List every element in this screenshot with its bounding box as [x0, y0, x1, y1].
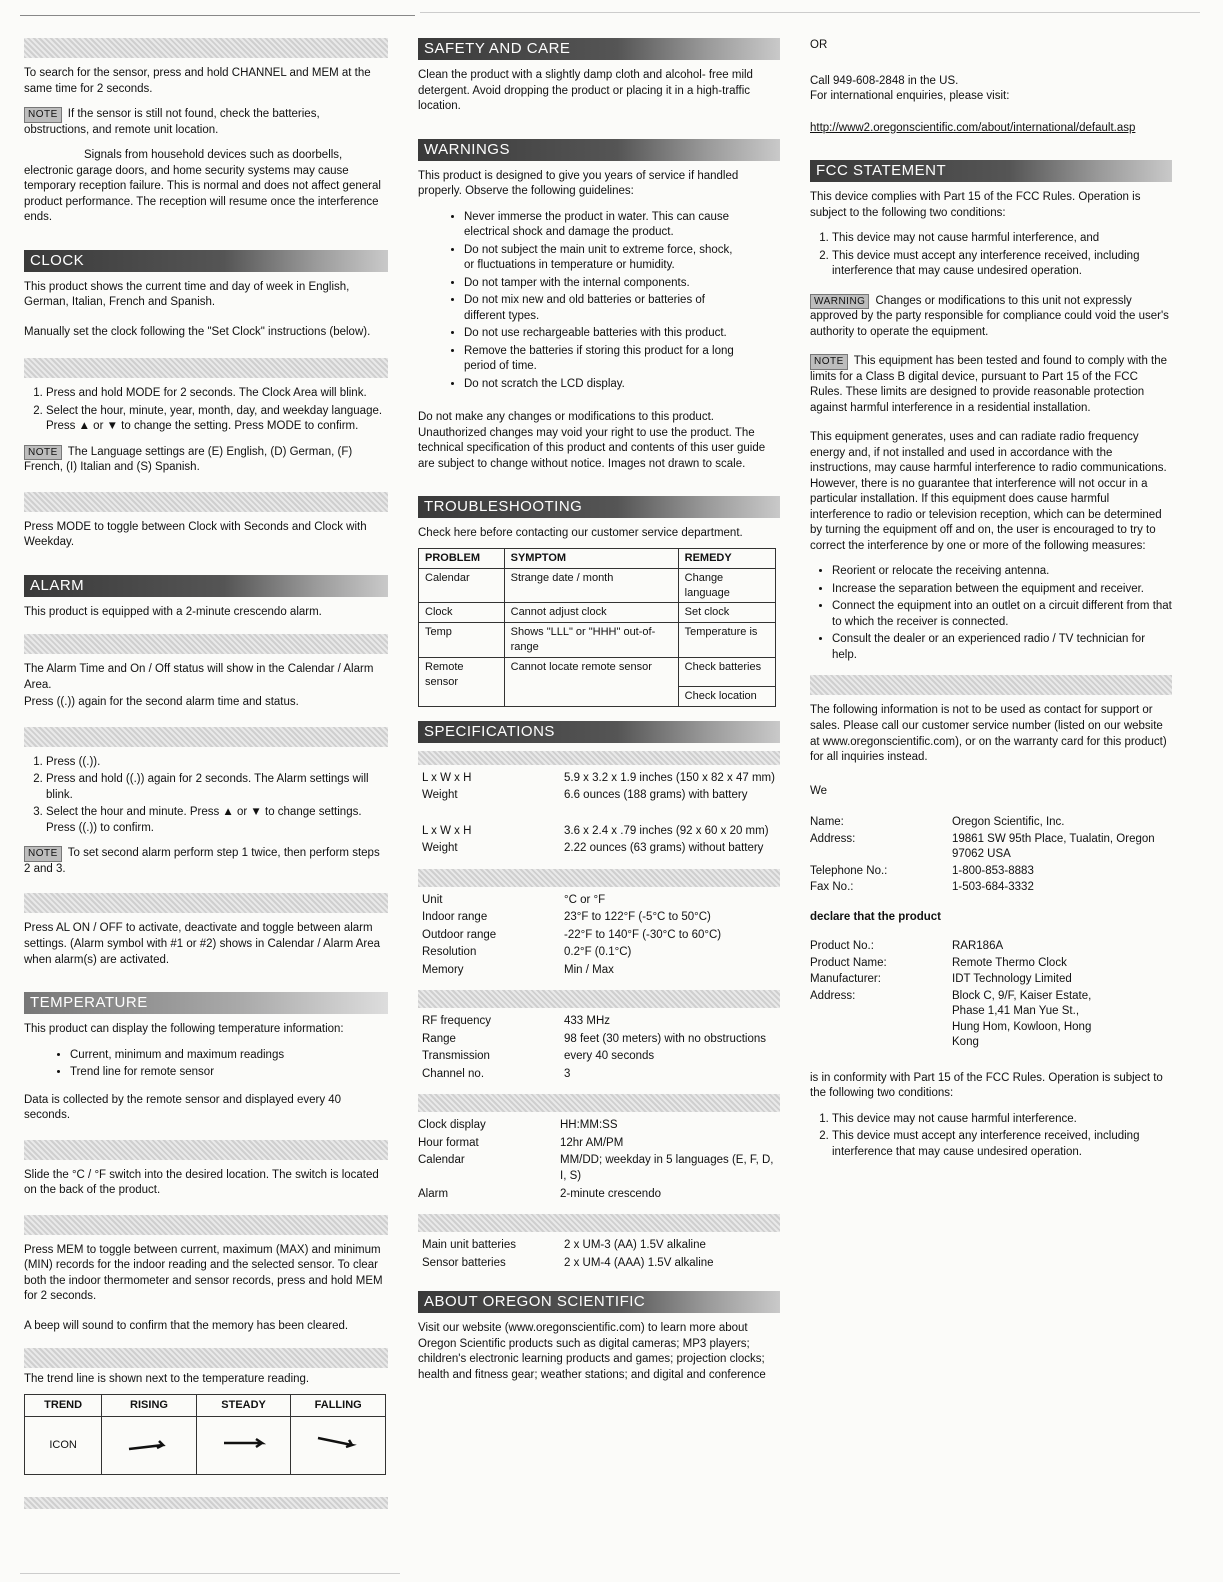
- display-heading: [24, 492, 388, 512]
- info-value: Block C, 9/F, Kaiser Estate, Phase 1,41 Man Yue St., Hung Hom, Kowloon, Hong Kong: [952, 989, 1092, 1049]
- list-item: 2. Select the hour, minute, year, month, day, and weekday language. Press ▲ or ▼ to change the setting. Press MODE to confirm.: [46, 404, 388, 435]
- safety-para: Clean the product with a slightly damp cloth and alcohol- free mild detergent. Avoid dropping the product or placing it in a high-traffic location.: [418, 69, 753, 113]
- trend-row-label: ICON: [25, 1416, 102, 1474]
- info-label: Fax No.:: [810, 881, 854, 894]
- spec-value: 3.6 x 2.4 x .79 inches (92 x 60 x 20 mm): [564, 824, 769, 837]
- spec-label: Transmission: [422, 1050, 490, 1063]
- clock-note: [24, 445, 388, 476]
- table-cell: Set clock: [678, 603, 775, 623]
- spec-label: Weight: [422, 842, 458, 855]
- spec-label: L x W x H: [422, 771, 472, 784]
- table-header: PROBLEM: [419, 548, 505, 568]
- list-item: 2. This device must accept any interference received, including interference that may cause undesired operation.: [832, 1129, 1172, 1160]
- spec-value: 2-minute crescendo: [560, 1187, 661, 1200]
- spec-value: 2 x UM-3 (AA) 1.5V alkaline: [564, 1239, 706, 1252]
- spec-power-heading: [418, 1214, 780, 1232]
- spec-heading: SPECIFICATIONS: [418, 721, 780, 743]
- trouble-heading: TROUBLESHOOTING: [418, 496, 780, 518]
- table-row: [419, 657, 776, 686]
- safety-heading: SAFETY AND CARE: [418, 38, 780, 60]
- alarm-note: [24, 846, 388, 877]
- table-cell: Change language: [678, 568, 775, 603]
- table-cell: Remote sensor: [419, 657, 505, 706]
- alarm-heading: ALARM: [24, 575, 388, 597]
- info-value: Remote Thermo Clock: [952, 956, 1067, 969]
- spec-label: Calendar: [418, 1154, 465, 1167]
- minmax-para: Press MEM to toggle between current, maximum (MAX) and minimum (MIN) records for the indoor reading and the selected sensor. To clear both the indoor thermometer and sensor records, press and hold MEM for 2 seconds.: [24, 1243, 383, 1303]
- search-note: [24, 107, 388, 138]
- alarm-status2: Press ((.)) again for the second alarm time and status.: [24, 696, 299, 709]
- or-text: OR: [810, 39, 828, 51]
- unit-para: Slide the °C / °F switch into the desired location. The switch is located on the back of the product.: [24, 1168, 379, 1197]
- list-item: 3. Select the hour and minute. Press ▲ or ▼ to change settings. Press ((.)) to confirm.: [46, 805, 388, 836]
- trend-col-rising: RISING: [102, 1394, 197, 1416]
- spec-label: L x W x H: [422, 824, 472, 837]
- alarm-onoff: Press AL ON / OFF to activate, deactivate and toggle between alarm settings. (Alarm symbol with #1 or #2) shows in Calendar / Alarm Area when alarm(s) are activated.: [24, 922, 381, 966]
- column-middle: [418, 38, 780, 1393]
- set-clock-heading: [24, 358, 388, 378]
- info-label: Name:: [810, 816, 844, 829]
- table-cell: Temperature is: [678, 623, 775, 658]
- spec-power: [422, 1238, 780, 1271]
- warnings-heading: WARNINGS: [418, 139, 780, 161]
- info-value: 19861 SW 95th Place, Tualatin, Oregon 97062 USA: [952, 832, 1155, 861]
- list-item: 2. This device must accept any interference received, including interference that may cause undesired operation.: [832, 249, 1172, 280]
- intl-link[interactable]: [810, 121, 1172, 137]
- table-header: SYMPTOM: [504, 548, 678, 568]
- company-info: [810, 815, 1172, 896]
- table-cell: Strange date / month: [504, 568, 678, 603]
- declaration-heading: [810, 675, 1172, 695]
- fcc-warning-text: Changes or modifications to this unit not expressly approved by the party responsible for compliance could void the user's authority to operate the equipment.: [810, 294, 1169, 338]
- column-right: [810, 38, 1172, 1170]
- rising-arrow-icon: [102, 1416, 197, 1474]
- beep-para: A beep will sound to confirm that the memory has been cleared.: [24, 1319, 349, 1332]
- spec-value: every 40 seconds: [564, 1050, 655, 1063]
- clock-para2: Manually set the clock following the "Set Clock" instructions (below).: [24, 325, 371, 338]
- trend-col-falling: FALLING: [291, 1394, 386, 1416]
- call-text: Call 949-608-2848 in the US.: [810, 74, 959, 87]
- info-value: 1-800-853-8883: [952, 864, 1034, 877]
- spec-label: Indoor range: [422, 911, 488, 924]
- declare-text: declare that the product: [810, 910, 941, 923]
- info-value: 1-503-684-3332: [952, 881, 1034, 894]
- fcc-para: This device complies with Part 15 of the FCC Rules. Operation is subject to the following two conditions:: [810, 191, 1141, 219]
- spec-main-unit-heading: [418, 751, 780, 765]
- top-rule-faint: [420, 12, 1200, 13]
- spec-value: 0.2°F (0.1°C): [564, 946, 632, 959]
- alarm-steps: [24, 755, 388, 837]
- spec-value: 23°F to 122°F (-5°C to 50°C): [564, 911, 711, 924]
- list-item: 1. Press ((.)).: [46, 755, 388, 771]
- note-badge: NOTE: [24, 846, 62, 862]
- display-para: Press MODE to toggle between Clock with Seconds and Clock with Weekday.: [24, 520, 367, 549]
- column-left: [24, 38, 388, 1517]
- table-row: [419, 623, 776, 658]
- about-para: Visit our website (www.oregonscientific.com) to learn more about Oregon Scientific products such as digital cameras; MP3 players; children's electronic learning products and games; projection clocks; health and fitness gear; weather stations; and digital and conference: [418, 1322, 766, 1381]
- list-item: • Do not mix new and old batteries or batteries of different types.: [464, 293, 734, 324]
- spec-label: Hour format: [418, 1136, 479, 1149]
- spec-label: Resolution: [422, 946, 477, 959]
- clock-para1: This product shows the current time and day of week in English, German, Italian, French and Spanish.: [24, 280, 350, 309]
- alarm-status1: The Alarm Time and On / Off status will show in the Calendar / Alarm Area.: [24, 663, 374, 691]
- product-info: [810, 939, 1172, 1051]
- bottom-rule: [20, 1573, 400, 1574]
- spec-label: RF frequency: [422, 1015, 492, 1028]
- trend-para: The trend line is shown next to the temperature reading.: [24, 1373, 310, 1386]
- spec-label: Main unit batteries: [422, 1239, 516, 1252]
- spec-label: Clock display: [418, 1119, 486, 1132]
- search-note-text: If the sensor is still not found, check the batteries, obstructions, and remote unit location.: [24, 108, 320, 136]
- temp-heading: TEMPERATURE: [24, 992, 388, 1014]
- we-text: We: [810, 784, 828, 797]
- table-cell: Temp: [419, 623, 505, 658]
- spec-value: HH:MM:SS: [560, 1119, 618, 1132]
- info-label: Manufacturer:: [810, 973, 881, 986]
- table-cell: Check location: [678, 686, 775, 706]
- list-item: • Do not scratch the LCD display.: [464, 377, 734, 393]
- spec-value: 2.22 ounces (63 grams) without battery: [564, 842, 764, 855]
- info-label: Product Name:: [810, 956, 887, 969]
- spec-value: MM/DD; weekday in 5 languages (E, F, D, I, S): [560, 1154, 774, 1182]
- list-item: • Trend line for remote sensor: [70, 1065, 388, 1081]
- spec-value: -22°F to 140°F (-30°C to 60°C): [564, 928, 722, 941]
- table-cell: Shows "LLL" or "HHH" out-of-range: [504, 623, 678, 658]
- spec-main: [422, 771, 780, 804]
- temp-data: Data is collected by the remote sensor and displayed every 40 seconds.: [24, 1093, 342, 1122]
- spec-temp: [422, 893, 780, 979]
- spec-sensor: [422, 824, 780, 857]
- info-value: RAR186A: [952, 940, 1004, 953]
- spec-value: 6.6 ounces (188 grams) with battery: [564, 789, 748, 802]
- search-sensor-heading: [24, 38, 388, 58]
- info-label: Product No.:: [810, 940, 874, 953]
- table-row: [419, 568, 776, 603]
- steady-arrow-icon: [196, 1416, 291, 1474]
- bottom-heading: [24, 1497, 388, 1509]
- spec-value: 12hr AM/PM: [560, 1136, 624, 1149]
- search-para: To search for the sensor, press and hold CHANNEL and MEM at the same time for 2 seconds.: [24, 67, 371, 95]
- spec-label: Channel no.: [422, 1067, 485, 1080]
- warnings-list: [418, 210, 734, 393]
- list-item: • Connect the equipment into an outlet on a circuit different from that to which the receiver is connected.: [832, 599, 1172, 630]
- measures-list: [810, 564, 1172, 663]
- list-item: • Remove the batteries if storing this product for a long period of time.: [464, 344, 734, 375]
- list-item: • Never immerse the product in water. This can cause electrical shock and damage the product.: [464, 210, 734, 241]
- list-item: • Consult the dealer or an experienced radio / TV technician for help.: [832, 632, 1172, 663]
- spec-value: 5.9 x 3.2 x 1.9 inches (150 x 82 x 47 mm): [564, 771, 775, 784]
- falling-arrow-icon: [291, 1416, 386, 1474]
- trend-heading: [24, 1348, 388, 1368]
- spec-label: Outdoor range: [422, 928, 497, 941]
- changes-para: Do not make any changes or modifications to this product. Unauthorized changes may void your right to use the product. The technical specification of this product and contents of this user guide are subject to change without notice. Images not drawn to scale.: [418, 411, 766, 470]
- intl-url[interactable]: http://www2.oregonscientific.com/about/international/default.asp: [810, 121, 1136, 134]
- list-item: • Reorient or relocate the receiving antenna.: [832, 564, 1172, 580]
- spec-label: Unit: [422, 893, 443, 906]
- warning-badge: WARNING: [810, 294, 869, 310]
- trend-col-steady: STEADY: [196, 1394, 291, 1416]
- info-label: Address:: [810, 989, 856, 1002]
- generates-para: This equipment generates, uses and can radiate radio frequency energy and, if not installed and used in accordance with the instructions, may cause harmful interference to radio communications. However, there is no guarantee that interference will not occur in a particular installation. If this equipment does cause harmful interference to radio or television reception, which can be determined by turning the equipment off and on, the user is encouraged to try to correct the interference by one or more of the following measures:: [810, 431, 1167, 552]
- table-cell: Check batteries: [678, 657, 775, 686]
- alarm-onoff-heading: [24, 893, 388, 913]
- spec-rf: [422, 1014, 780, 1082]
- trend-table: [24, 1394, 386, 1475]
- table-cell: Calendar: [419, 568, 505, 603]
- clock-note-text: The Language settings are (E) English, (D) German, (F) French, (I) Italian and (S) Spanish.: [24, 445, 353, 474]
- table-cell: Clock: [419, 603, 505, 623]
- list-item: 1. Press and hold MODE for 2 seconds. The Clock Area will blink.: [46, 386, 388, 402]
- fcc-warning: [810, 294, 1172, 341]
- spec-value: °C or °F: [564, 893, 606, 906]
- spec-label: Sensor batteries: [422, 1256, 506, 1269]
- warnings-para: This product is designed to give you years of service if handled properly. Observe the following guidelines:: [418, 169, 739, 198]
- temp-bullets: [24, 1048, 388, 1081]
- list-item: 2. Press and hold ((.)) again for 2 seconds. The Alarm settings will blink.: [46, 772, 388, 803]
- info-label: Telephone No.:: [810, 864, 888, 877]
- spec-value: 433 MHz: [564, 1015, 611, 1028]
- spec-label: Memory: [422, 963, 464, 976]
- top-rule: [20, 15, 415, 16]
- spec-label: Range: [422, 1032, 456, 1045]
- info-label: Address:: [810, 832, 856, 845]
- minmax-heading: [24, 1215, 388, 1235]
- temp-para: This product can display the following temperature information:: [24, 1023, 344, 1036]
- note-badge: NOTE: [24, 445, 62, 461]
- table-cell: Cannot locate remote sensor: [504, 657, 678, 706]
- spec-clock-heading: [418, 1094, 780, 1112]
- spec-value: 2 x UM-4 (AAA) 1.5V alkaline: [564, 1256, 714, 1269]
- spec-rf-heading: [418, 990, 780, 1008]
- note-badge: NOTE: [810, 354, 848, 370]
- trouble-para: Check here before contacting our customer service department.: [418, 527, 743, 540]
- doc-para: The following information is not to be used as contact for support or sales. Please call our customer service number (listed on our website at www.oregonscientific.com), or on the warranty card for this product) for all inquiries instead.: [810, 704, 1167, 764]
- fcc-heading: FCC STATEMENT: [810, 160, 1172, 182]
- conformity-list: [810, 1112, 1172, 1161]
- set-alarm-heading: [24, 727, 388, 747]
- list-item: 1. This device may not cause harmful interference, and: [832, 231, 1172, 247]
- about-heading: ABOUT OREGON SCIENTIFIC: [418, 1291, 780, 1313]
- list-item: • Increase the separation between the equipment and receiver.: [832, 582, 1172, 598]
- temp-unit-heading: [24, 1140, 388, 1160]
- clock-steps: [24, 386, 388, 435]
- list-item: • Do not tamper with the internal components.: [464, 276, 734, 292]
- fcc-list: [810, 231, 1172, 280]
- intl-text: For international enquiries, please visit:: [810, 90, 1010, 103]
- table-cell: Cannot adjust clock: [504, 603, 678, 623]
- spec-clock: [418, 1118, 780, 1202]
- list-item: 1. This device may not cause harmful interference.: [832, 1112, 1172, 1128]
- fcc-note: [810, 354, 1172, 416]
- fcc-note-text: This equipment has been tested and found to comply with the limits for a Class B digital device, pursuant to Part 15 of the FCC Rules. These limits are designed to provide reasonable protection against harmful interference in a residential installation.: [810, 355, 1168, 414]
- list-item: • Do not use rechargeable batteries with this product.: [464, 326, 734, 342]
- trend-col-trend: TREND: [25, 1394, 102, 1416]
- note-badge: NOTE: [24, 107, 62, 123]
- alarm-note-text: To set second alarm perform step 1 twice, then perform steps 2 and 3.: [24, 847, 380, 875]
- table-row: [419, 603, 776, 623]
- info-value: IDT Technology Limited: [952, 973, 1072, 986]
- spec-label: Weight: [422, 789, 458, 802]
- trouble-table: [418, 548, 776, 707]
- conformity-para: is in conformity with Part 15 of the FCC Rules. Operation is subject to the following two conditions:: [810, 1071, 1163, 1100]
- info-value: Oregon Scientific, Inc.: [952, 816, 1065, 829]
- list-item: • Current, minimum and maximum readings: [70, 1048, 388, 1064]
- spec-temp-heading: [418, 869, 780, 887]
- list-item: • Do not subject the main unit to extreme force, shock, or fluctuations in temperature or humidity.: [464, 243, 734, 274]
- spec-value: 3: [564, 1067, 571, 1080]
- clock-heading: CLOCK: [24, 250, 388, 272]
- spec-value: Min / Max: [564, 963, 614, 976]
- alarm-para: This product is equipped with a 2-minute crescendo alarm.: [24, 605, 322, 618]
- signals-para: Signals from household devices such as doorbells, electronic garage doors, and home security systems may cause temporary reception failure. This is normal and does not affect general product performance. The reception will resume once the interference ends.: [24, 149, 381, 224]
- table-header: REMEDY: [678, 548, 775, 568]
- alarm-status-heading: [24, 634, 388, 654]
- spec-value: 98 feet (30 meters) with no obstructions: [564, 1032, 766, 1045]
- spec-label: Alarm: [418, 1187, 449, 1200]
